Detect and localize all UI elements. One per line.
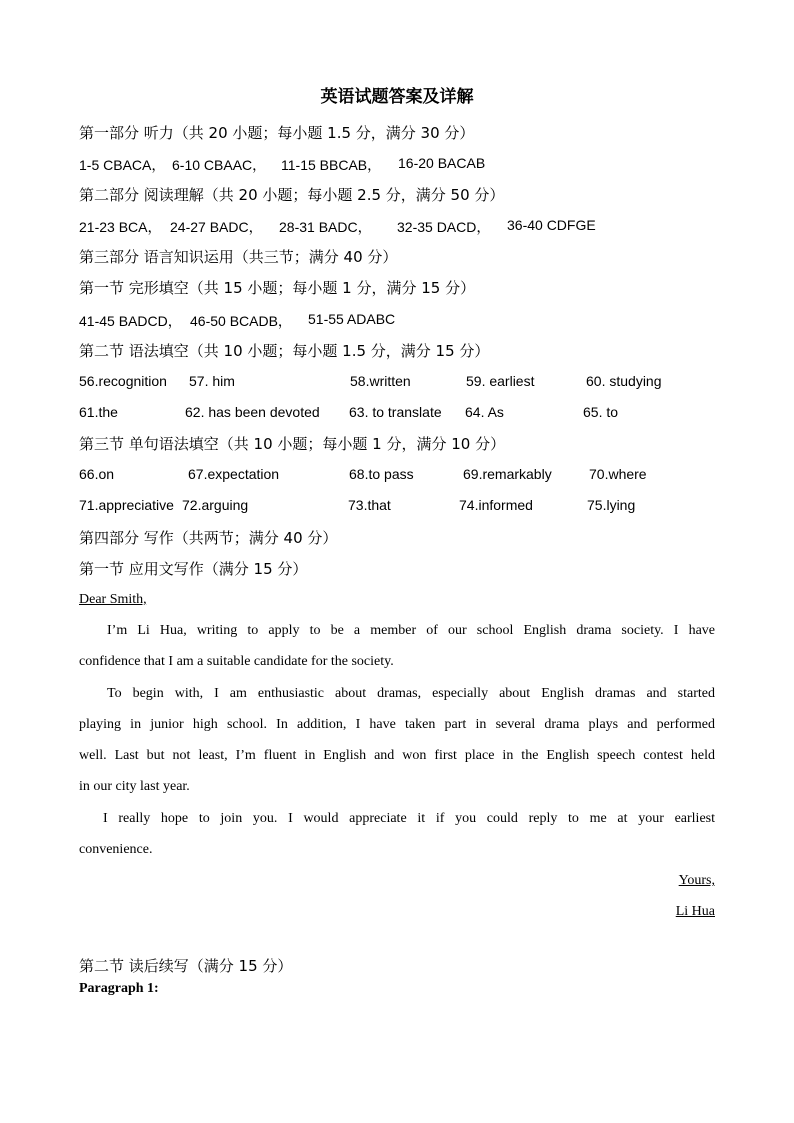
letter-line: I’m Li Hua, writing to apply to be a member of our school English drama society. I have	[107, 623, 715, 638]
letter-line: in our city last year.	[79, 779, 190, 794]
part3-heading: 第三部分 语言知识运用（共三节；满分 40 分）	[79, 248, 398, 266]
letter-greeting: Dear Smith,	[79, 592, 147, 607]
part3-sec3-heading: 第三节 单句语法填空（共 10 小题；每小题 1 分，满分 10 分）	[79, 435, 506, 453]
letter-line: playing in junior high school. In addition, I have taken part in several drama plays and performed	[79, 717, 715, 732]
sentence-fill-answer: 66.on	[79, 466, 115, 482]
letter-closing: Yours,	[678, 873, 715, 888]
letter-line: well. Last but not least, I’m fluent in English and won first place in the English speech contest held	[79, 748, 715, 763]
grammar-fill-answer: 62. has been devoted	[185, 404, 320, 420]
part1-answer-3: 11-15 BBCAB，	[281, 157, 382, 173]
cloze-answer-3: 51-55 ADABC	[308, 311, 396, 327]
cloze-answer-1: 41-45 BADCD，	[79, 313, 182, 329]
part4-sec1-heading: 第一节 应用文写作（满分 15 分）	[79, 560, 308, 578]
sentence-fill-answer: 67.expectation	[188, 466, 280, 482]
grammar-fill-answer: 61.the	[79, 404, 118, 420]
grammar-fill-answer: 64. As	[465, 404, 504, 420]
letter-line: confidence that I am a suitable candidate for the society.	[79, 654, 394, 669]
part1-answer-4: 16-20 BACAB	[398, 155, 486, 171]
part1-heading: 第一部分 听力（共 20 小题；每小题 1.5 分，满分 30 分）	[79, 124, 475, 142]
sentence-fill-answer: 74.informed	[459, 497, 533, 513]
grammar-fill-answer: 56.recognition	[79, 373, 167, 389]
grammar-fill-answer: 63. to translate	[349, 404, 442, 420]
grammar-fill-answer: 58.written	[350, 373, 411, 389]
sentence-fill-answer: 71.appreciative	[79, 497, 174, 513]
part2-answer-1: 21-23 BCA，	[79, 219, 162, 235]
letter-line: I really hope to join you. I would appreciate it if you could reply to me at your earliest	[103, 811, 715, 826]
grammar-fill-answer: 60. studying	[586, 373, 662, 389]
sentence-fill-answer: 75.lying	[587, 497, 636, 513]
sentence-fill-answer: 70.where	[589, 466, 647, 482]
part2-answer-4: 32-35 DACD，	[397, 219, 491, 235]
cloze-answer-2: 46-50 BCADB，	[190, 313, 292, 329]
letter-line: To begin with, I am enthusiastic about dramas, especially about English dramas and started	[107, 686, 715, 701]
sentence-fill-answer: 68.to pass	[349, 466, 414, 482]
letter-signature: Li Hua	[675, 904, 715, 919]
part4-heading: 第四部分 写作（共两节；满分 40 分）	[79, 529, 338, 547]
sentence-fill-answer: 72.arguing	[182, 497, 249, 513]
part2-answer-2: 24-27 BADC，	[170, 219, 263, 235]
part2-heading: 第二部分 阅读理解（共 20 小题；每小题 2.5 分，满分 50 分）	[79, 186, 505, 204]
page-title: 英语试题答案及详解	[320, 87, 474, 107]
grammar-fill-answer: 65. to	[583, 404, 619, 420]
grammar-fill-answer: 59. earliest	[466, 373, 535, 389]
part1-answer-2: 6-10 CBAAC，	[172, 157, 267, 173]
letter-line: convenience.	[79, 842, 153, 857]
part3-sec1-heading: 第一节 完形填空（共 15 小题；每小题 1 分，满分 15 分）	[79, 279, 476, 297]
grammar-fill-answer: 57. him	[189, 373, 235, 389]
part2-answer-3: 28-31 BADC，	[279, 219, 372, 235]
part2-answer-5: 36-40 CDFGE	[507, 217, 596, 233]
part1-answer-1: 1-5 CBACA，	[79, 157, 166, 173]
part3-sec2-heading: 第二节 语法填空（共 10 小题；每小题 1.5 分，满分 15 分）	[79, 342, 490, 360]
paragraph-label: Paragraph 1:	[79, 981, 159, 996]
sentence-fill-answer: 69.remarkably	[463, 466, 552, 482]
sentence-fill-answer: 73.that	[348, 497, 391, 513]
part4-sec2-heading: 第二节 读后续写（满分 15 分）	[79, 957, 293, 975]
